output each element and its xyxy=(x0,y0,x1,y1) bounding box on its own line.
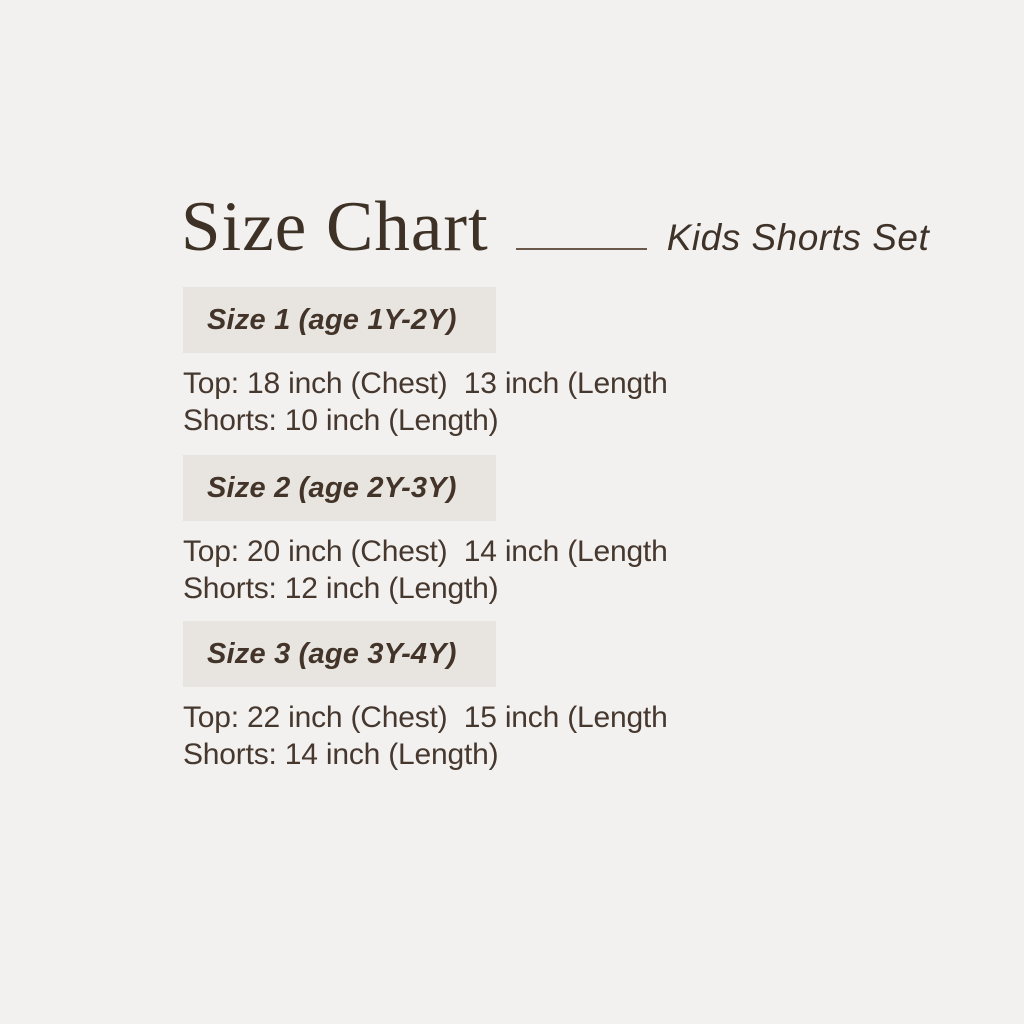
title-divider-line xyxy=(516,248,647,250)
size-section-3 xyxy=(183,621,743,773)
size-3-top-measurement: Top: 22 inch (Chest) 15 inch (Length xyxy=(183,701,668,734)
size-3-header-box xyxy=(183,621,496,687)
title-row xyxy=(181,188,930,266)
size-3-header-label: Size 3 (age 3Y-4Y) xyxy=(207,637,457,670)
size-2-shorts-measurement: Shorts: 12 inch (Length) xyxy=(183,572,499,605)
page-title: Size Chart xyxy=(181,188,489,266)
size-3-measurements xyxy=(183,699,743,773)
size-section-1 xyxy=(183,287,743,439)
size-1-header-label: Size 1 (age 1Y-2Y) xyxy=(207,303,457,336)
size-1-measurements xyxy=(183,365,743,439)
product-subtitle: Kids Shorts Set xyxy=(666,217,930,258)
size-3-shorts-measurement: Shorts: 14 inch (Length) xyxy=(183,738,499,771)
size-1-header-box xyxy=(183,287,496,353)
size-1-shorts-measurement: Shorts: 10 inch (Length) xyxy=(183,404,499,437)
size-section-2 xyxy=(183,455,743,607)
size-2-measurements xyxy=(183,533,743,607)
size-1-top-measurement: Top: 18 inch (Chest) 13 inch (Length xyxy=(183,367,668,400)
size-2-top-measurement: Top: 20 inch (Chest) 14 inch (Length xyxy=(183,535,668,568)
size-2-header-box xyxy=(183,455,496,521)
size-2-header-label: Size 2 (age 2Y-3Y) xyxy=(207,471,457,504)
